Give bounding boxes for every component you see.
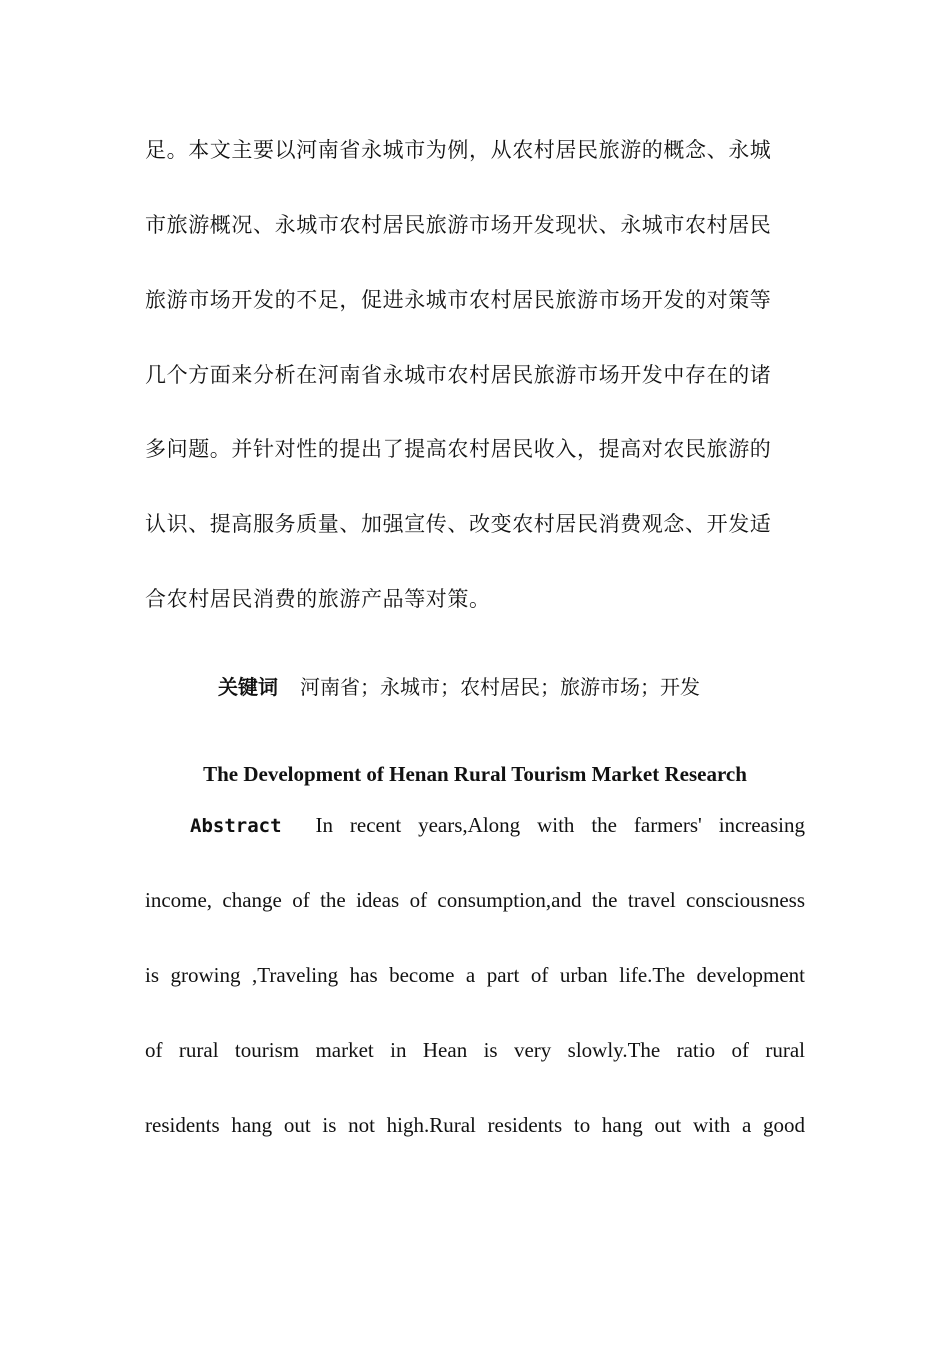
chinese-abstract-line-3: 旅游市场开发的不足，促进永城市农村居民旅游市场开发的对策等 xyxy=(145,288,772,312)
english-abstract-line-1-text: In recent years,Along with the farmers' increasing xyxy=(315,813,805,837)
english-abstract-line-1 xyxy=(190,810,805,841)
english-abstract-line-2: income, change of the ideas of consumption,and the travel consciousness xyxy=(145,888,805,912)
chinese-abstract-line-2: 市旅游概况、永城市农村居民旅游市场开发现状、永城市农村居民 xyxy=(145,213,772,237)
keywords-text: 河南省；永城市；农村居民；旅游市场；开发 xyxy=(300,675,700,699)
keywords-line xyxy=(218,672,700,702)
chinese-abstract-line-7: 合农村居民消费的旅游产品等对策。 xyxy=(145,587,491,611)
abstract-label: Abstract xyxy=(190,815,282,837)
english-abstract-line-5: residents hang out is not high.Rural residents to hang out with a good xyxy=(145,1113,805,1137)
english-abstract-line-4: of rural tourism market in Hean is very slowly.The ratio of rural xyxy=(145,1038,805,1062)
english-title: The Development of Henan Rural Tourism Market Research xyxy=(203,762,747,786)
chinese-abstract-line-6: 认识、提高服务质量、加强宣传、改变农村居民消费观念、开发适 xyxy=(145,512,772,536)
english-abstract-line-3: is growing ,Traveling has become a part of urban life.The development xyxy=(145,963,805,987)
chinese-abstract-line-4: 几个方面来分析在河南省永城市农村居民旅游市场开发中存在的诸 xyxy=(145,363,772,387)
chinese-abstract-line-5: 多问题。并针对性的提出了提高农村居民收入，提高对农民旅游的 xyxy=(145,437,772,461)
chinese-abstract-line-1: 足。本文主要以河南省永城市为例，从农村居民旅游的概念、永城 xyxy=(145,138,772,162)
keywords-label: 关键词 xyxy=(218,675,278,699)
